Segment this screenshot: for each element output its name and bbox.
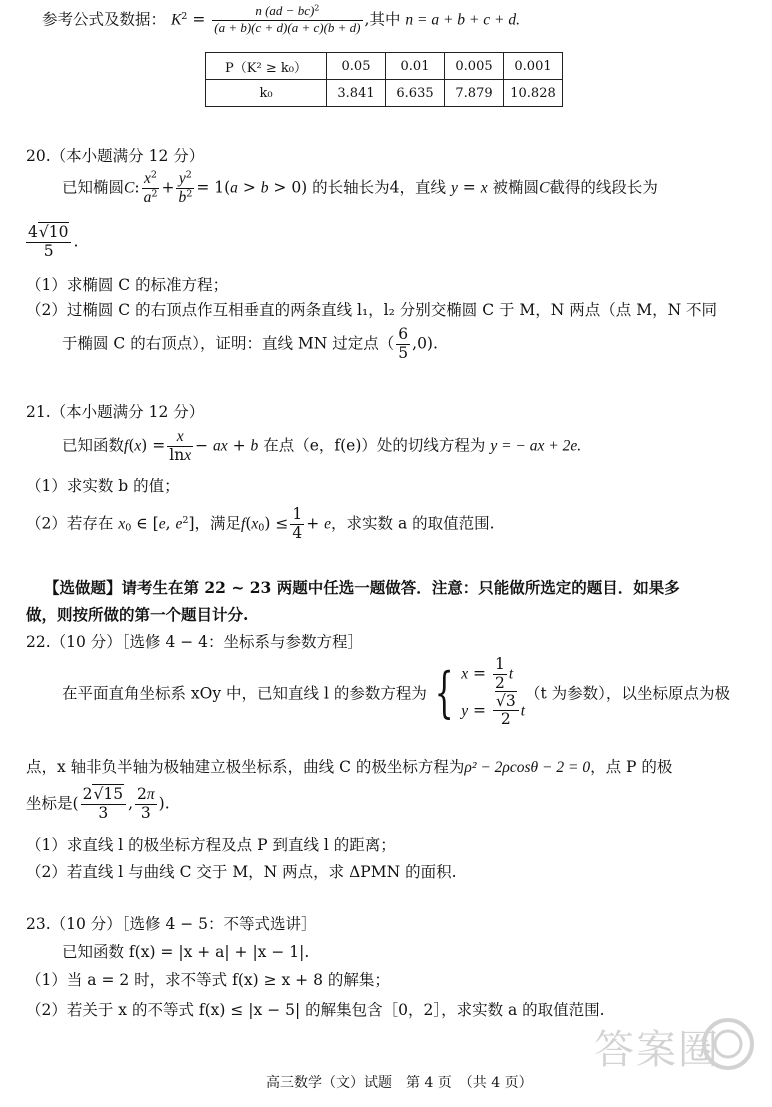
q22-param-note: （t 为参数），以坐标原点为极 (525, 684, 730, 703)
chi-square-denominator: (a + b)(c + d)(a + c)(b + d) (214, 19, 361, 35)
q21-part2-b: ，满足 (194, 514, 242, 533)
formula-suffix: ,其中 (364, 10, 401, 29)
table-cell: k₀ (206, 80, 327, 107)
page-footer: 高三数学（文）试题 第 4 页 （共 4 页） (266, 1075, 533, 1091)
q20-part2-line2: 于椭圆 C 的右顶点），证明：直线 MN 过定点（ $\frac{6}{5}$ ,0). (62, 325, 438, 362)
q20-stem-c: 被椭圆 (492, 178, 540, 197)
q20-stem: 已知椭圆C: $\frac{x^2}{a^2}$ + $\frac{y^2}{b^2}$ = 1(a > b > 0) 的长轴长为4，直线 y = x 被椭圆C截得的线段长为 (62, 169, 658, 206)
q22-line2-a: 点，x 轴非负半轴为极轴建立极坐标系，曲线 C 的极坐标方程为 (26, 758, 465, 776)
table-row (206, 80, 563, 107)
q21-part2-a: （2）若存在 (26, 514, 114, 533)
q22-polar-equation: ρ² − 2ρcosθ − 2 = 0 (464, 759, 591, 776)
q21-stem-b: 在点（e，f(e)）处的切线方程为 (263, 436, 486, 455)
formula-line: 参考公式及数据： $K^2$ = $\frac{n (ad - bc)^2}{(a + b)(c + d)(a + c)(b + d)}$ ,其中 n = a + b + c + d. (42, 3, 520, 35)
q22-line3-a: 坐标是 (26, 794, 73, 813)
watermark (590, 1014, 756, 1100)
q22-stem: 在平面直角坐标系 xOy 中，已知直线 l 的参数方程为 { x = $\frac{1}{2}$ t y = $\frac{√3}{2}$ t （t 为参数），以坐标原点为极 (62, 655, 730, 729)
q22-part2: （2）若直线 l 与曲线 C 交于 M，N 两点，求 ΔPMN 的面积. (26, 863, 457, 881)
q22-line2 (26, 755, 672, 777)
table-cell: 3.841 (327, 80, 386, 107)
q21-part2-c: ，求实数 a 的取值范围. (331, 514, 495, 533)
q23-part2: （2）若关于 x 的不等式 f(x) ≤ |x − 5| 的解集包含［0，2］，求实数 a 的取值范围. (26, 1001, 605, 1019)
q21-stem: 已知函数f(x) = $\frac{x}{\ln x}$ − ax + b 在点（e，f(e)）处的切线方程为 y = − ax + 2e. (62, 428, 582, 464)
q21-part1: （1）求实数 b 的值； (26, 477, 180, 495)
table-cell: P（K² ≥ k₀） (206, 53, 327, 80)
elective-notice-line2: 做，则按所做的第一个题目计分. (26, 605, 249, 624)
chi-square-numerator: n (ad − bc) (255, 3, 315, 18)
q21-part2: （2）若存在 $x_0$ ∈ [e, $e^2$]，满足$f(x_0)$ ≤ $\frac{1}{4}$ + e，求实数 a 的取值范围. (26, 505, 495, 542)
q20-point-tail: ,0). (412, 334, 438, 353)
critical-value-table (205, 52, 563, 107)
elective-notice-line1: 【选做题】请考生在第 22 ~ 23 两题中任选一题做答．注意：只能做所选定的题目．如果多 (44, 578, 680, 597)
q21-header: 21.（本小题满分 12 分） (26, 403, 205, 421)
chi-square-fraction: $\frac{n (ad - bc)^2}{(a + b)(c + d)(a + c)(b + d)}$ (214, 3, 361, 35)
formula-prefix: 参考公式及数据： (42, 10, 167, 29)
table-row (206, 53, 563, 80)
q20-header: 20.（本小题满分 12 分） (26, 147, 205, 165)
q23-stem: 已知函数 f(x) = |x + a| + |x − 1|. (62, 943, 310, 961)
table-cell: 0.01 (386, 53, 445, 80)
q20-stem-d: 截得的线段长为 (549, 178, 658, 197)
q22-part1: （1）求直线 l 的极坐标方程及点 P 到直线 l 的距离； (26, 836, 396, 854)
formula-lhs: K (170, 11, 182, 29)
table-cell: 7.879 (445, 80, 504, 107)
q20-part2-text: 于椭圆 C 的右顶点），证明：直线 MN 过定点（ (62, 334, 395, 353)
q21-stem-a: 已知函数 (62, 436, 125, 455)
table-cell: 0.05 (327, 53, 386, 80)
watermark-text: 答案圈 (594, 1027, 720, 1073)
formula-n-definition: n = a + b + c + d. (405, 11, 520, 29)
q21-tangent-eq: y = − ax + 2e. (490, 437, 582, 455)
table-cell: 10.828 (504, 80, 563, 107)
q23-part1: （1）当 a = 2 时，求不等式 f(x) ≥ x + 8 的解集； (26, 971, 390, 989)
q20-stem-a: 已知椭圆 (62, 178, 125, 197)
q22-line3: 坐标是( $\frac{2√15}{3}$ , $\frac{2\pi}{3}$ ). (26, 785, 170, 822)
q22-line2-b: ，点 P 的极 (590, 758, 673, 776)
table-cell: 0.001 (504, 53, 563, 80)
q22-header: 22.（10 分）［选修 4 − 4：坐标系与参数方程］ (26, 633, 364, 651)
table-cell: 0.005 (445, 53, 504, 80)
q20-chord-length: $\frac{4√10}{5}$ . (28, 223, 79, 260)
q20-part1: （1）求椭圆 C 的标准方程； (26, 276, 229, 294)
q23-header: 23.（10 分）［选修 4 − 5：不等式选讲］ (26, 915, 317, 933)
q22-stem-a: 在平面直角坐标系 xOy 中，已知直线 l 的参数方程为 (62, 684, 427, 703)
q20-part2-line1: （2）过椭圆 C 的右顶点作互相垂直的两条直线 l₁，l₂ 分别交椭圆 C 于 M，N 两点（点 M，N 不同 (26, 301, 718, 319)
q20-stem-b: 的长轴长为4，直线 (312, 178, 447, 197)
table-cell: 6.635 (386, 80, 445, 107)
